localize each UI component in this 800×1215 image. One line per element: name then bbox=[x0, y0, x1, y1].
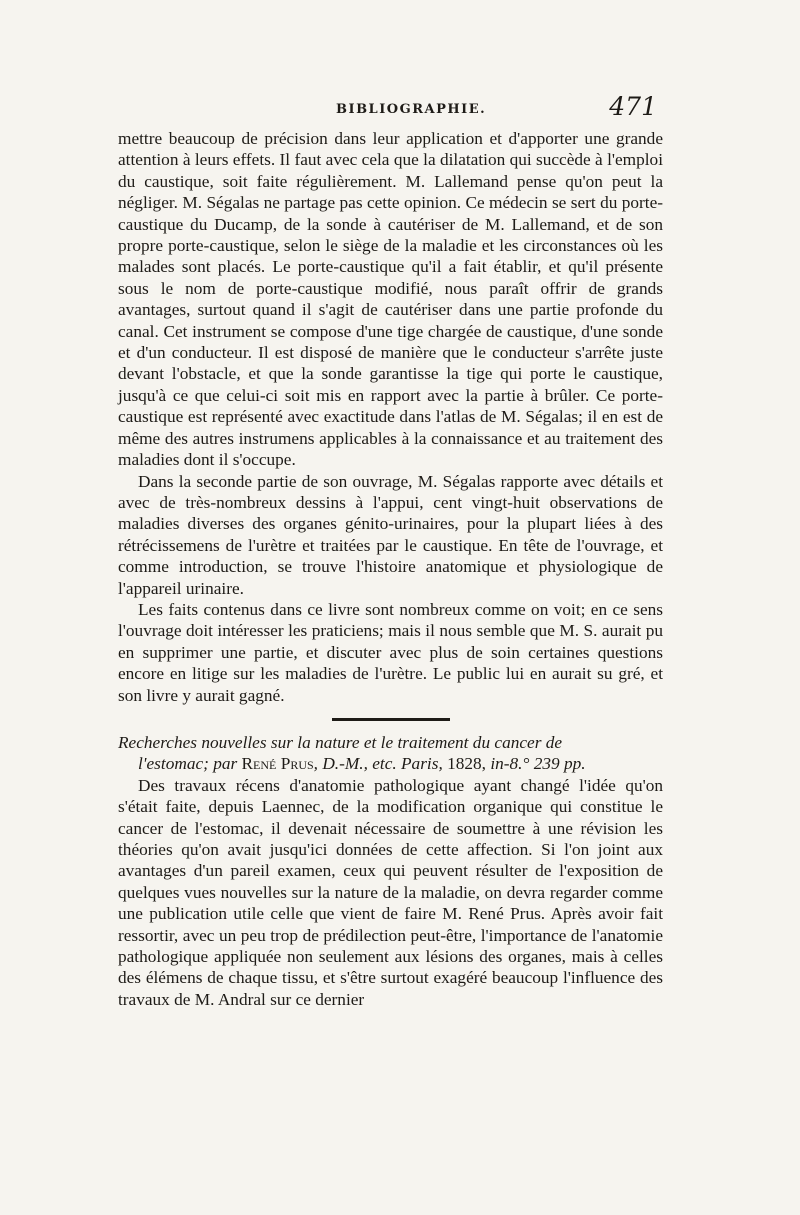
page-header bbox=[118, 92, 663, 128]
paragraph-second-part: Dans la seconde partie de son ouvrage, M. Ségalas rapporte avec détails et avec de très-nombreux dessins à l'appui, cent vingt-huit observations de maladies diverses des organes génito-urinaires, pour la plupart liées à des rétrécissemens de l'urètre et traitées par le caustique. En tête de l'ouvrage, et comme introduction, se trouve l'histoire anatomique et physiologique de l'appareil urinaire. bbox=[118, 471, 663, 598]
review-format: in-8.° bbox=[490, 754, 530, 774]
review-author: René Prus bbox=[241, 754, 314, 774]
review-pages: 239 pp. bbox=[529, 754, 586, 774]
review-title-line2 bbox=[118, 753, 663, 774]
section-divider bbox=[332, 718, 450, 721]
review-title-line2-mid: , D.-M., etc. Paris, bbox=[313, 754, 448, 774]
review-title bbox=[118, 732, 663, 775]
paragraph-conclusion: Les faits contenus dans ce livre sont nombreux comme on voit; en ce sens l'ouvrage doit intéresser les praticiens; mais il nous semble que M. S. aurait pu en supprimer une partie, et discuter avec plus de soin certaines questions encore en litige sur les maladies de l'urètre. Le public lui en aurait su gré, et son livre y aurait gagné. bbox=[118, 599, 663, 705]
review-title-line2-start: l'estomac; par bbox=[138, 754, 242, 774]
review-comma: , bbox=[481, 754, 491, 774]
review-paragraph: Des travaux récens d'anatomie pathologique ayant changé l'idée qu'on s'était faite, depuis Laennec, de la modification organique qui constitue le cancer de l'estomac, il devenait nécessaire de soumettre à une révision les théories qu'on avait jusqu'ici données de cette affection. Si l'on joint aux avantages d'un pareil examen, ceux qui peuvent résulter de l'exposition de quelques vues nouvelles sur la nature de la maladie, on devra regarder comme une publication utile celle que vient de faire M. René Prus. Après avoir fait ressortir, avec un peu trop de prédilection peut-être, l'importance de l'anatomie pathologique appliquée non seulement aux lésions des organes, mais à celles des élémens de chaque tissu, et s'être surtout exagéré beaucoup l'influence des travaux de M. Andral sur ce dernier bbox=[118, 775, 663, 1009]
paragraph-continuation: mettre beaucoup de précision dans leur application et d'apporter une grande attention à leurs effets. Il faut avec cela que la dilatation qui succède à l'emploi du caustique, soit faite régulièrement. M. Lallemand pense qu'on peut la négliger. M. Ségalas ne partage pas cette opinion. Ce médecin se sert du porte-caustique du Ducamp, de la sonde à cautériser de M. Lallemand, et de son propre porte-caustique, selon le siège de la maladie et les circonstances où les malades sont placés. Le porte-caustique qu'il a fait établir, et qu'il présente sous le nom de porte-caustique modifié, nous paraît offrir de grands avantages, surtout quand il s'agit de cautériser dans une partie profonde du canal. Cet instrument se compose d'une tige chargée de caustique, d'une sonde et d'un conducteur. Il est disposé de manière que le conducteur s'arrête juste devant l'obstacle, et que la sonde garantisse la tige qui porte le caustique, jusqu'à ce que celui-ci soit mis en rapport avec la partie à brûler. Ce porte-caustique est représenté avec exactitude dans l'atlas de M. Ségalas; il en est de même des autres instrumens applicables à la connaissance et au traitement des maladies dont il s'occupe. bbox=[118, 129, 663, 470]
review-title-line1: Recherches nouvelles sur la nature et le traitement du cancer de bbox=[118, 732, 563, 752]
page-number: 471 bbox=[609, 92, 657, 121]
running-head: BIBLIOGRAPHIE. bbox=[336, 102, 487, 117]
review-year: 1828 bbox=[447, 754, 482, 774]
page-body bbox=[118, 128, 663, 1010]
